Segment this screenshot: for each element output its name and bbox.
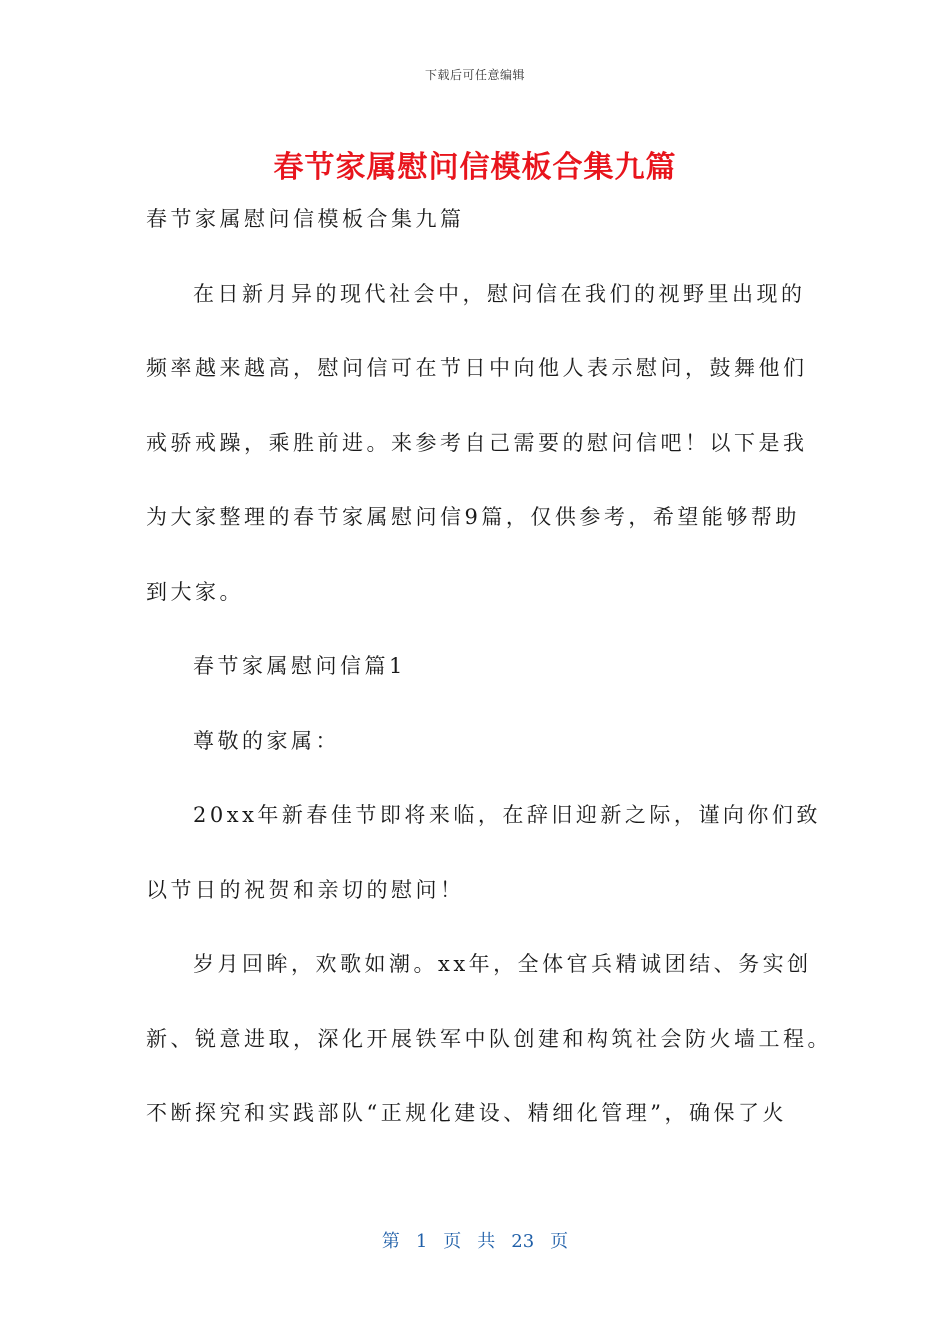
text-line: 20xx年新春佳节即将来临，在辞旧迎新之际，谨向你们致: [193, 803, 821, 827]
text-line: 春节家属慰问信模板合集九篇: [146, 207, 465, 231]
text-line: 不断探究和实践部队“正规化建设、精细化管理”，确保了火: [146, 1101, 787, 1125]
text-line: 岁月回眸，欢歌如潮。xx年，全体官兵精诚团结、务实创: [193, 952, 812, 976]
text-line: 在日新月异的现代社会中，慰问信在我们的视野里出现的: [193, 281, 806, 306]
footer-page-word: 页: [443, 1231, 462, 1252]
footer-prefix: 第: [381, 1231, 400, 1252]
text-line: 尊敬的家属：: [193, 728, 340, 753]
text-line: 春节家属慰问信篇1: [193, 654, 406, 678]
text-line: 戒骄戒躁，乘胜前进。来参考自己需要的慰问信吧！以下是我: [146, 430, 808, 455]
document-body: [146, 196, 832, 1165]
footer-suffix: 页: [550, 1231, 569, 1252]
footer-total-word: 共: [477, 1231, 496, 1252]
header-note: 下载后可任意编辑: [424, 68, 525, 82]
footer-total-pages: 23: [511, 1231, 535, 1252]
text-line: 为大家整理的春节家属慰问信9篇，仅供参考，希望能够帮助: [146, 505, 800, 529]
text-line: 频率越来越高，慰问信可在节日中向他人表示慰问，鼓舞他们: [146, 356, 808, 380]
document-title: 春节家属慰问信模板合集九篇: [273, 150, 677, 185]
text-line: 以节日的祝贺和亲切的慰问！: [146, 877, 465, 902]
page-footer: [0, 1227, 950, 1253]
text-line: 新、锐意进取，深化开展铁军中队创建和构筑社会防火墙工程。: [146, 1026, 832, 1051]
text-line: 到大家。: [146, 579, 244, 604]
footer-page-number: 1: [415, 1231, 428, 1252]
